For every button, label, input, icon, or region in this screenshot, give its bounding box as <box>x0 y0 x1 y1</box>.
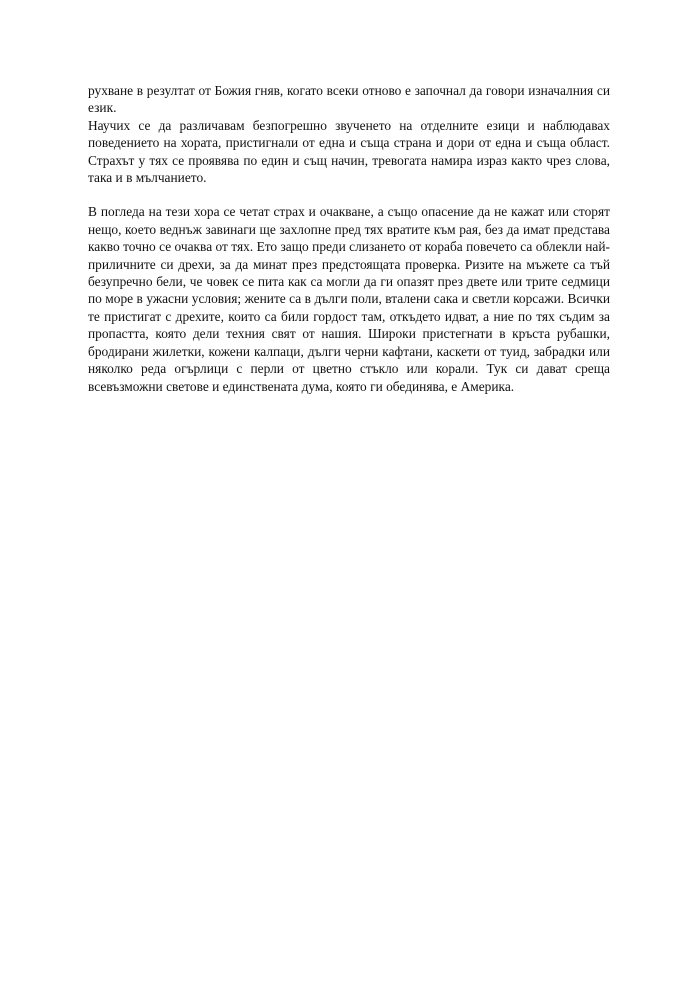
paragraph-3: В погледа на тези хора се четат страх и очакване, а също опасение да не кажат или сторят нещо, което веднъж завинаги ще захлопне пред тях вратите към рая, без да имат представа какво точно се очаква от тях. Ето защо преди слизането от кораба повечето са облекли най-приличните си дрехи, за да минат през предстоящата проверка. Ризите на мъжете са тъй безупречно бели, че човек се пита как са могли да ги опазят през двете или трите седмици по море в ужасни условия; жените са в дълги поли, вталени сака и светли корсажи. Всички те пристигат с дрехите, които са били гордост там, откъдето идват, а ние по тях съдим за пропастта, която дели техния свят от нашия. Широки пристегнати в кръста рубашки, бродирани жилетки, кожени калпаци, дълги черни кафтани, каскети от туид, забрадки или няколко реда огърлици с перли от цветно стъкло или корали. Тук си дават среща всевъзможни светове и единствената дума, която ги обединява, е Америка. <box>88 204 610 394</box>
body-text <box>88 82 610 395</box>
paragraph-1: рухване в резултат от Божия гняв, когато всеки отново е започнал да говори изначалния си език. <box>88 83 610 116</box>
paragraph-gap <box>88 186 610 203</box>
paragraph-2: Научих се да различавам безпогрешно звученето на отделните езици и наблюдавах поведението на хората, пристигнали от една и съща страна и дори от една и съща област. Страхът у тях се проявява по един и същ начин, тревогата намира израз както чрез слова, така и в мълчанието. <box>88 117 610 186</box>
